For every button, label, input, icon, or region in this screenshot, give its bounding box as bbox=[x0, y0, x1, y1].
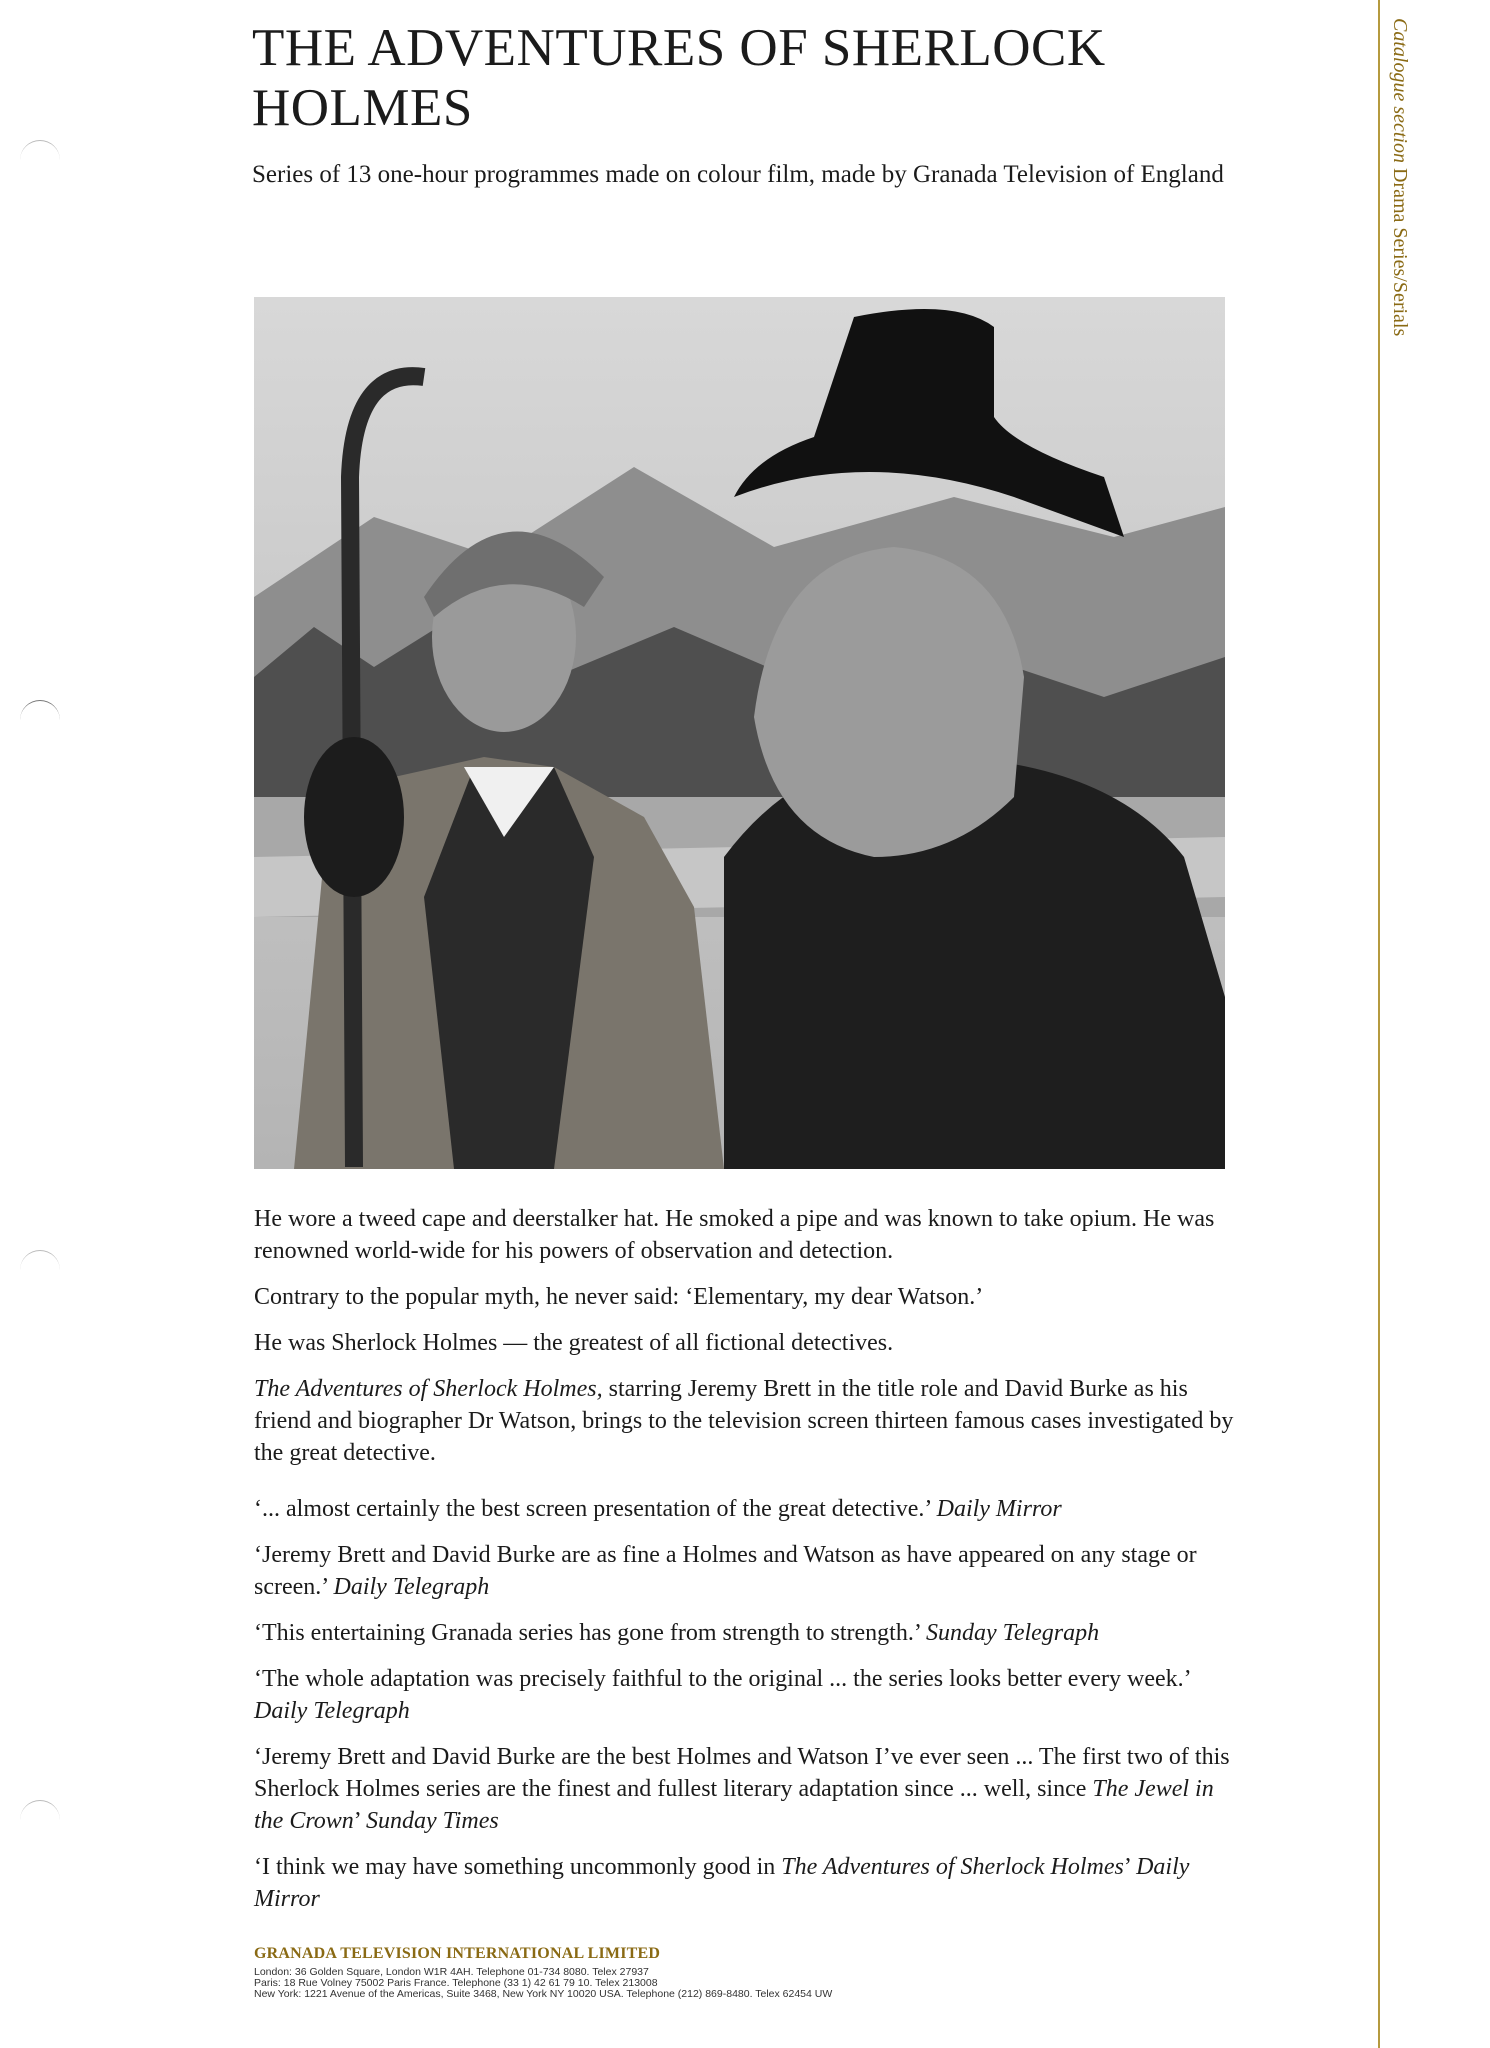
section-label: Drama Series/Serials bbox=[1389, 167, 1411, 337]
series-description: starring Jeremy Brett in the title role and David Burke as his friend and biographer Dr Watson, brings to the television screen thirteen famous cases investigated by the great detective. bbox=[254, 1376, 1234, 1466]
footer bbox=[254, 1945, 1154, 2000]
punch-hole-mark bbox=[20, 140, 60, 161]
address-paris: Paris: 18 Rue Volney 75002 Paris France. Telephone (33 1) 42 61 79 10. Telex 213008 bbox=[254, 1977, 658, 1989]
quote-italic-title: The Jewel in the Crown bbox=[254, 1776, 1214, 1834]
quote bbox=[254, 1851, 1244, 1915]
page-subtitle: Series of 13 one-hour programmes made on colour film, made by Granada Television of England bbox=[252, 161, 1224, 188]
quote bbox=[254, 1663, 1244, 1727]
quote bbox=[254, 1617, 1244, 1649]
quote bbox=[254, 1493, 1244, 1525]
quote-source: Daily Telegraph bbox=[333, 1574, 490, 1600]
quote-text: ‘Jeremy Brett and David Burke are as fine a Holmes and Watson as have appeared on any stage or screen.’ bbox=[254, 1542, 1197, 1600]
quote-close: ’ bbox=[1123, 1854, 1137, 1880]
quote-source: Sunday Telegraph bbox=[926, 1620, 1100, 1646]
article-body bbox=[254, 1203, 1244, 1929]
quote-text: ‘... almost certainly the best screen presentation of the great detective.’ bbox=[254, 1496, 937, 1522]
section-divider-line bbox=[1378, 0, 1380, 2048]
catalogue-section-tab bbox=[1388, 18, 1428, 398]
quote-close: ’ bbox=[353, 1808, 367, 1834]
quote-text: ‘Jeremy Brett and David Burke are the best Holmes and Watson I’ve ever seen ... The first two of this Sherlock Holmes series are the finest and fullest literary adaptation since ... well, since bbox=[254, 1744, 1230, 1802]
address-london: London: 36 Golden Square, London W1R 4AH. Telephone 01-734 8080. Telex 27937 bbox=[254, 1966, 649, 1978]
quote-text: ‘This entertaining Granada series has gone from strength to strength.’ bbox=[254, 1620, 927, 1646]
promo-photo bbox=[254, 297, 1225, 1169]
page-title: THE ADVENTURES OF SHERLOCK HOLMES bbox=[252, 19, 1106, 137]
quote-text: ‘The whole adaptation was precisely faithful to the original ... the series looks better every week.’ bbox=[254, 1666, 1190, 1692]
quote-italic-title: The Adventures of Sherlock Holmes bbox=[781, 1854, 1124, 1880]
quote-source: Daily Mirror bbox=[936, 1496, 1062, 1522]
punch-hole-mark bbox=[20, 1250, 60, 1271]
company-name: GRANADA TELEVISION INTERNATIONAL LIMITED bbox=[254, 1945, 661, 1962]
paragraph-description: He wore a tweed cape and deerstalker hat. He smoked a pipe and was known to take opium. He was renowned world-wide for his powers of observation and detection. bbox=[254, 1206, 1215, 1264]
quote-source: Daily Mirror bbox=[254, 1854, 1190, 1912]
quote bbox=[254, 1741, 1244, 1837]
paragraph-identity: He was Sherlock Holmes — the greatest of all fictional detectives. bbox=[254, 1330, 894, 1356]
quote-source: Sunday Times bbox=[366, 1808, 499, 1834]
series-title: The Adventures of Sherlock Holmes, bbox=[254, 1376, 603, 1402]
address-newyork: New York: 1221 Avenue of the Americas, Suite 3468, New York NY 10020 USA. Telephone (212) 869-8480. Telex 62454 UW bbox=[254, 1988, 833, 2000]
quote-source: Daily Telegraph bbox=[254, 1698, 410, 1724]
punch-hole-mark bbox=[20, 1800, 60, 1821]
paragraph-myth: Contrary to the popular myth, he never said: ‘Elementary, my dear Watson.’ bbox=[254, 1284, 984, 1310]
quote-text: ‘I think we may have something uncommonly good in bbox=[254, 1854, 782, 1880]
section-label-italic: Catalogue section bbox=[1389, 18, 1411, 163]
quote bbox=[254, 1539, 1244, 1603]
punch-hole-mark bbox=[20, 700, 60, 721]
paragraph-series bbox=[254, 1373, 1244, 1469]
photo-illustration bbox=[254, 297, 1225, 1169]
